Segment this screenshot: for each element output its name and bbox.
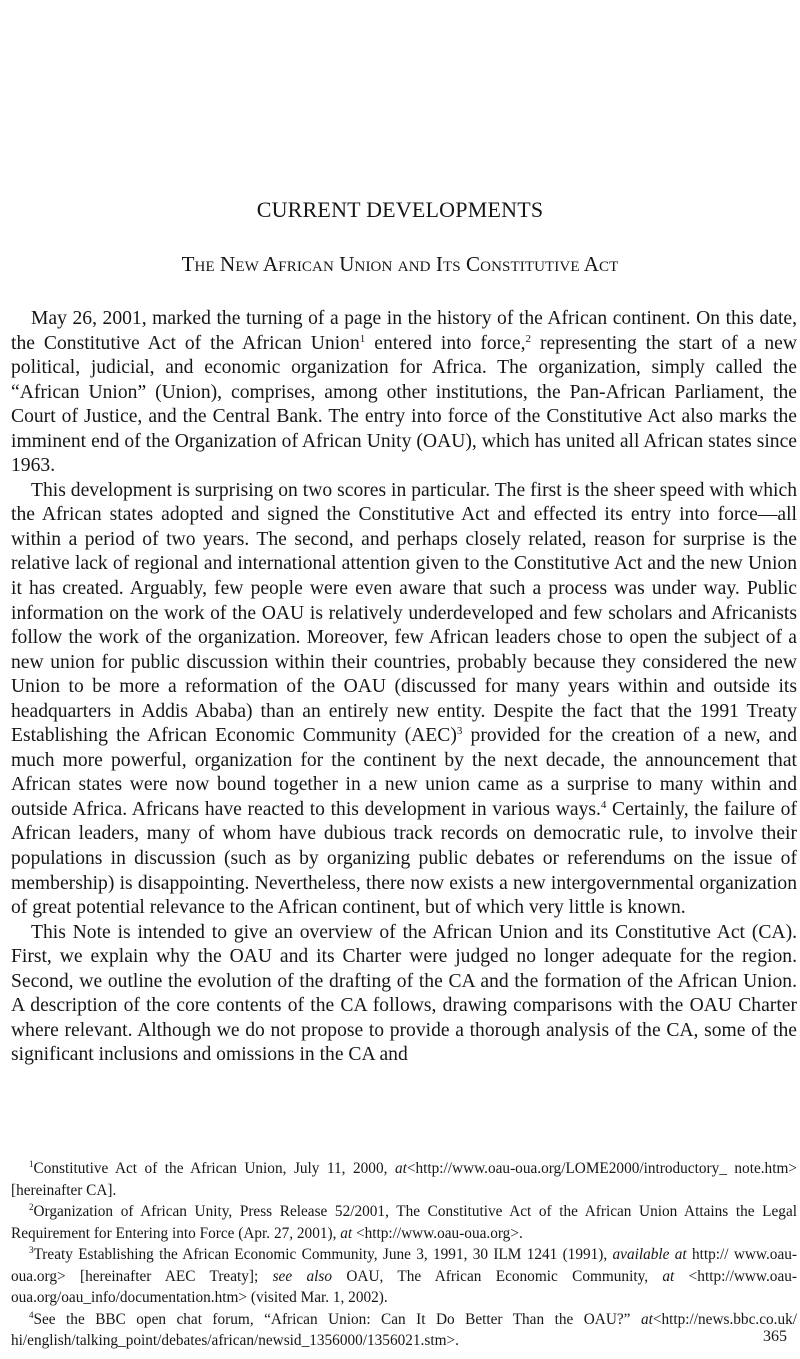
footnote-1-link[interactable]: <http://www.oau-oua.org/LOME2000/introductory_ note.htm> [hereinafter CA]. xyxy=(11,1160,797,1199)
footnote-2-link[interactable]: <http://www.oau-oua.org>. xyxy=(352,1224,523,1242)
article-title: The New African Union and Its Constitutive Act xyxy=(181,252,619,276)
footnote-1: $^1$Constitutive Act of the African Union, July 11, 2000, at<http://www.oau-oua.org/LOME2000/introductory_ note.htm> [hereinafter CA]. xyxy=(11,1159,797,1199)
footnote-3-link-b[interactable]: <http://www.oau-oua.org/oau_info/documentation.htm> (visited Mar. 1, 2002). xyxy=(11,1267,797,1306)
article-body xyxy=(11,307,797,1068)
footnote-ref-1[interactable]: 1 xyxy=(359,332,366,345)
footnote-ref-4[interactable]: 4 xyxy=(600,798,607,811)
section-title: CURRENT DEVELOPMENTS xyxy=(256,197,544,222)
footnote-4: $^4$See the BBC open chat forum, “African Union: Can It Do Better Than the OAU?” at<http://news.bbc.co.uk/ hi/english/talking_point/debates/african/newsid_1356000/1356021.stm>. xyxy=(11,1309,797,1349)
paragraph-1: May 26, 2001, marked the turning of a page in the history of the African continent. On this date, the Constitutive Act of the African Union$^1$ entered into force,$^2$ representing the start of a new political, judicial, and economic organization for Africa. The organization, simply called the “African Union” (Union), comprises, among other institutions, the Pan-African Parliament, the Court of Justice, and the Central Bank. The entry into force of the Constitutive Act also marks the imminent end of the Organization of African Unity (OAU), which has united all African states since 1963. xyxy=(11,308,797,477)
page-number: 365 xyxy=(763,1328,787,1345)
footnote-3: $^3$Treaty Establishing the African Economic Community, June 3, 1991, 30 ILM 1241 (1991), available at http:// www.oau-oua.org> [hereinafter AEC Treaty]; see also OAU, The African Economic Community, at <http://www.oau-oua.org/oau_info/documentation.htm> (visited Mar. 1, 2002). xyxy=(11,1245,797,1306)
footnotes xyxy=(11,1158,797,1352)
footnote-ref-2[interactable]: 2 xyxy=(525,332,531,345)
footnote-ref-3[interactable]: 3 xyxy=(456,725,463,738)
footnote-2: $^2$Organization of African Unity, Press Release 52/2001, The Constitutive Act of the African Union Attains the Legal Requirement for Entering into Force (Apr. 27, 2001), at <http://www.oau-oua.org>. xyxy=(11,1202,797,1242)
paragraph-2: This development is surprising on two scores in particular. The first is the sheer speed with which the African states adopted and signed the Constitutive Act and effected its entry into force—all within a period of two years. The second, and perhaps closely related, reason for surprise is the relative lack of regional and international attention given to the Constitutive Act and the new Union it has created. Arguably, few people were even aware that such a process was under way. Public information on the work of the OAU is relatively underdeveloped and few scholars and Africanists follow the work of the organization. Moreover, few African leaders chose to open the subject of a new union for public discussion within their countries, probably because they considered the new Union to be more a reformation of the OAU (discussed for many years within and outside its headquarters in Addis Ababa) than an entirely new entity. Despite the fact that the 1991 Treaty Establishing the African Economic Community (AEC)$^3$ provided for the creation of a new, and much more powerful, organization for the continent by the next decade, the announcement that African states were now bound together in a new union came as a surprise to many within and outside Africa. Africans have reacted to this development in various ways.$^4$ Certainly, the failure of African leaders, many of whom have dubious track records on democratic rule, to involve their populations in discussion (such as by organizing public debates or referendums on the issue of membership) is disappointing. Nevertheless, there now exists a new intergovernmental organization of great potential relevance to the African continent, but of which very little is known. xyxy=(11,479,798,919)
footnote-4-link[interactable]: <http://news.bbc.co.uk/ hi/english/talking_point/debates/african/newsid_1356000/1356021.stm>. xyxy=(11,1310,797,1349)
footnote-3-link-a[interactable]: http:// www.oau-oua.org> [hereinafter AEC Treaty]; xyxy=(11,1246,797,1285)
paragraph-3: This Note is intended to give an overview of the African Union and its Constitutive Act (CA). First, we explain why the OAU and its Charter were judged no longer adequate for the region. Second, we outline the evolution of the drafting of the CA and the formation of the African Union. A description of the core contents of the CA follows, drawing comparisons with the OAU Charter where relevant. Although we do not propose to provide a thorough analysis of the CA, some of the significant inclusions and omissions in the CA and xyxy=(11,921,797,1066)
